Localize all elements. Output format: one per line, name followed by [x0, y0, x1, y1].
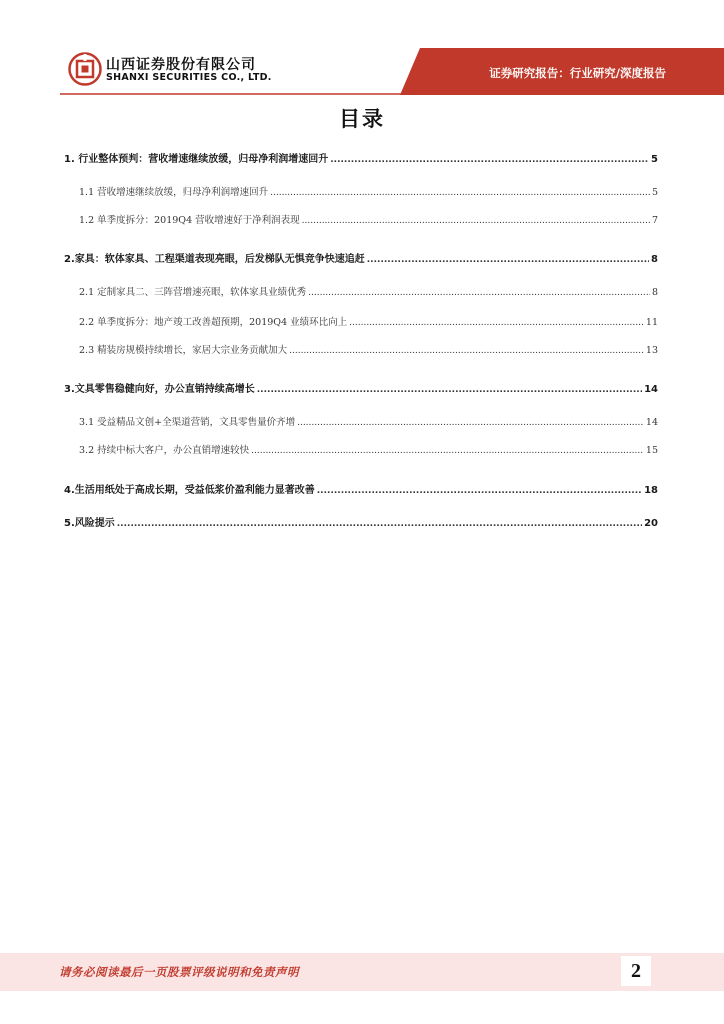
toc-leader-dots: [257, 385, 642, 395]
toc-entry-title: 5.风险提示: [64, 518, 115, 529]
toc-entry-page: 14: [644, 384, 658, 395]
toc-entry[interactable]: [79, 342, 658, 356]
toc-entry[interactable]: [79, 184, 658, 198]
footer-disclaimer: 请务必阅读最后一页股票评级说明和免责声明: [59, 965, 299, 979]
toc-entry-title: 2.2 单季度拆分：地产竣工改善超预期，2019Q4 业绩环比向上: [79, 317, 348, 328]
toc-entry[interactable]: [79, 212, 658, 226]
toc-entry-page: 5: [651, 154, 658, 165]
toc-entry-title: 3.2 持续中标大客户，办公直销增速较快: [79, 445, 250, 456]
toc-leader-dots: [317, 486, 642, 496]
toc-entry-page: 5: [651, 187, 658, 198]
toc-leader-dots: [270, 188, 650, 198]
toc-entry-page: 13: [645, 345, 658, 356]
toc-entry-page: 11: [645, 317, 658, 328]
toc-entry-title: 2.3 精装房规模持续增长，家居大宗业务贡献加大: [79, 345, 288, 356]
toc-leader-dots: [251, 446, 644, 456]
toc-entry-title: 4.生活用纸处于高成长期，受益低浆价盈利能力显著改善: [64, 485, 315, 496]
toc-entry[interactable]: [64, 380, 658, 395]
toc-entry-title: 1.1 营收增速继续放缓，归母净利润增速回升: [79, 187, 269, 198]
report-type-label: 证券研究报告：行业研究/深度报告: [489, 66, 666, 80]
toc-leader-dots: [349, 318, 644, 328]
toc-leader-dots: [297, 418, 644, 428]
toc-entry-page: 14: [645, 417, 658, 428]
page-number: 2: [631, 959, 641, 982]
toc-entry-title: 3.文具零售稳健向好，办公直销持续高增长: [64, 384, 255, 395]
toc-entry-title: 1.2 单季度拆分：2019Q4 营收增速好于净利润表现: [79, 215, 300, 226]
toc-entry[interactable]: [64, 481, 658, 496]
toc-entry[interactable]: [79, 284, 658, 298]
toc-entry-page: 15: [645, 445, 658, 456]
toc-entry-page: 20: [644, 518, 658, 529]
toc-leader-dots: [308, 288, 650, 298]
page-number-box: [621, 956, 651, 986]
company-name-cn: 山西证券股份有限公司: [106, 57, 256, 73]
toc-entry-page: 18: [644, 485, 658, 496]
toc-entry-title: 3.1 受益精品文创+全渠道营销，文具零售量价齐增: [79, 417, 296, 428]
company-name-en: SHANXI SECURITIES CO., LTD.: [106, 72, 272, 83]
toc-entry-title: 2.1 定制家具二、三阵营增速亮眼，软体家具业绩优秀: [79, 287, 307, 298]
toc-entry[interactable]: [79, 442, 658, 456]
toc-leader-dots: [117, 519, 642, 529]
toc-entry-title: 1. 行业整体预判：营收增速继续放缓，归母净利润增速回升: [64, 154, 329, 165]
toc-entry-title: 2.家具：软体家具、工程渠道表现亮眼，后发梯队无惧竞争快速追赶: [64, 254, 365, 265]
toc-leader-dots: [367, 255, 649, 265]
toc-entry-page: 8: [651, 254, 658, 265]
toc-leader-dots: [330, 155, 649, 165]
toc-entry-page: 7: [651, 215, 658, 226]
toc-entry[interactable]: [79, 414, 658, 428]
toc-leader-dots: [289, 346, 644, 356]
toc-leader-dots: [302, 216, 650, 226]
toc-entry[interactable]: [64, 514, 658, 529]
page-title: 目录: [339, 107, 385, 131]
toc-entry-page: 8: [651, 287, 658, 298]
toc-entry[interactable]: [79, 314, 658, 328]
toc-entry[interactable]: [64, 250, 658, 265]
toc-entry[interactable]: [64, 150, 658, 165]
